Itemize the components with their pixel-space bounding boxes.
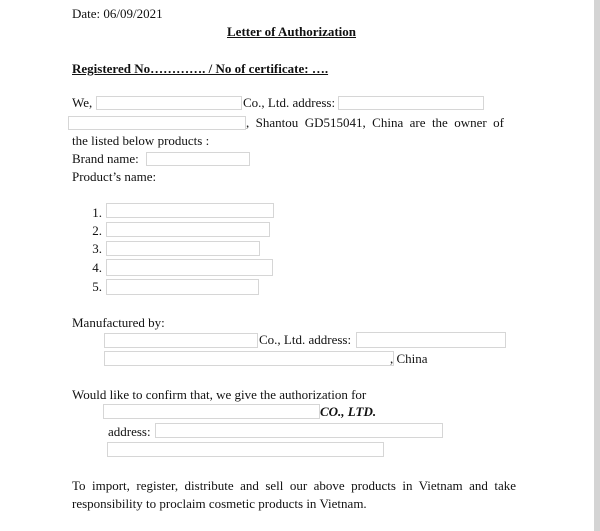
address-tail: , Shantou GD515041, China are the owner of bbox=[246, 115, 504, 130]
document-title: Letter of Authorization bbox=[227, 24, 357, 39]
product-number: 1. bbox=[92, 205, 102, 220]
manufacturer-name-field bbox=[104, 333, 258, 348]
address-line-field bbox=[68, 116, 246, 130]
product-name-label: Product’s name: bbox=[72, 169, 157, 184]
product-field bbox=[106, 222, 270, 237]
authorized-address-label: address: bbox=[108, 424, 151, 439]
product-field bbox=[106, 241, 260, 256]
company-address-label: Co., Ltd. address: bbox=[243, 95, 336, 110]
product-field bbox=[106, 259, 273, 276]
authorized-company-suffix: CO., LTD. bbox=[320, 404, 377, 419]
authorized-address-line-field bbox=[107, 442, 384, 457]
product-number: 4. bbox=[92, 260, 102, 275]
authorized-address-field bbox=[155, 423, 443, 438]
authorized-company-field bbox=[103, 404, 320, 419]
we-label: We, bbox=[72, 95, 93, 110]
product-field bbox=[106, 279, 259, 295]
closing-paragraph bbox=[72, 477, 516, 513]
product-number: 5. bbox=[92, 279, 102, 294]
manufacturer-address-label: Co., Ltd. address: bbox=[259, 332, 352, 347]
manufacturer-address-field bbox=[356, 332, 506, 348]
brand-label: Brand name: bbox=[72, 151, 139, 166]
date-line: Date: 06/09/2021 bbox=[72, 6, 163, 21]
closing-line: To import, register, distribute and sell our above products in Vietnam and take bbox=[72, 478, 516, 493]
registered-line: Registered No…………. / No of certificate: …. bbox=[72, 61, 329, 76]
manufacturer-address-line-field bbox=[104, 351, 394, 366]
page-edge bbox=[594, 0, 600, 531]
closing-line: responsibility to proclaim cosmetic products in Vietnam. bbox=[72, 496, 367, 511]
brand-field bbox=[146, 152, 250, 166]
confirm-text: Would like to confirm that, we give the authorization for bbox=[72, 387, 367, 402]
product-number: 2. bbox=[92, 223, 102, 238]
product-number: 3. bbox=[92, 241, 102, 256]
company-name-field bbox=[96, 96, 242, 110]
manufactured-label: Manufactured by: bbox=[72, 315, 165, 330]
owner-text: the listed below products : bbox=[72, 133, 210, 148]
country-text: , China bbox=[390, 351, 428, 366]
product-field bbox=[106, 203, 274, 218]
company-address-field bbox=[338, 96, 484, 110]
